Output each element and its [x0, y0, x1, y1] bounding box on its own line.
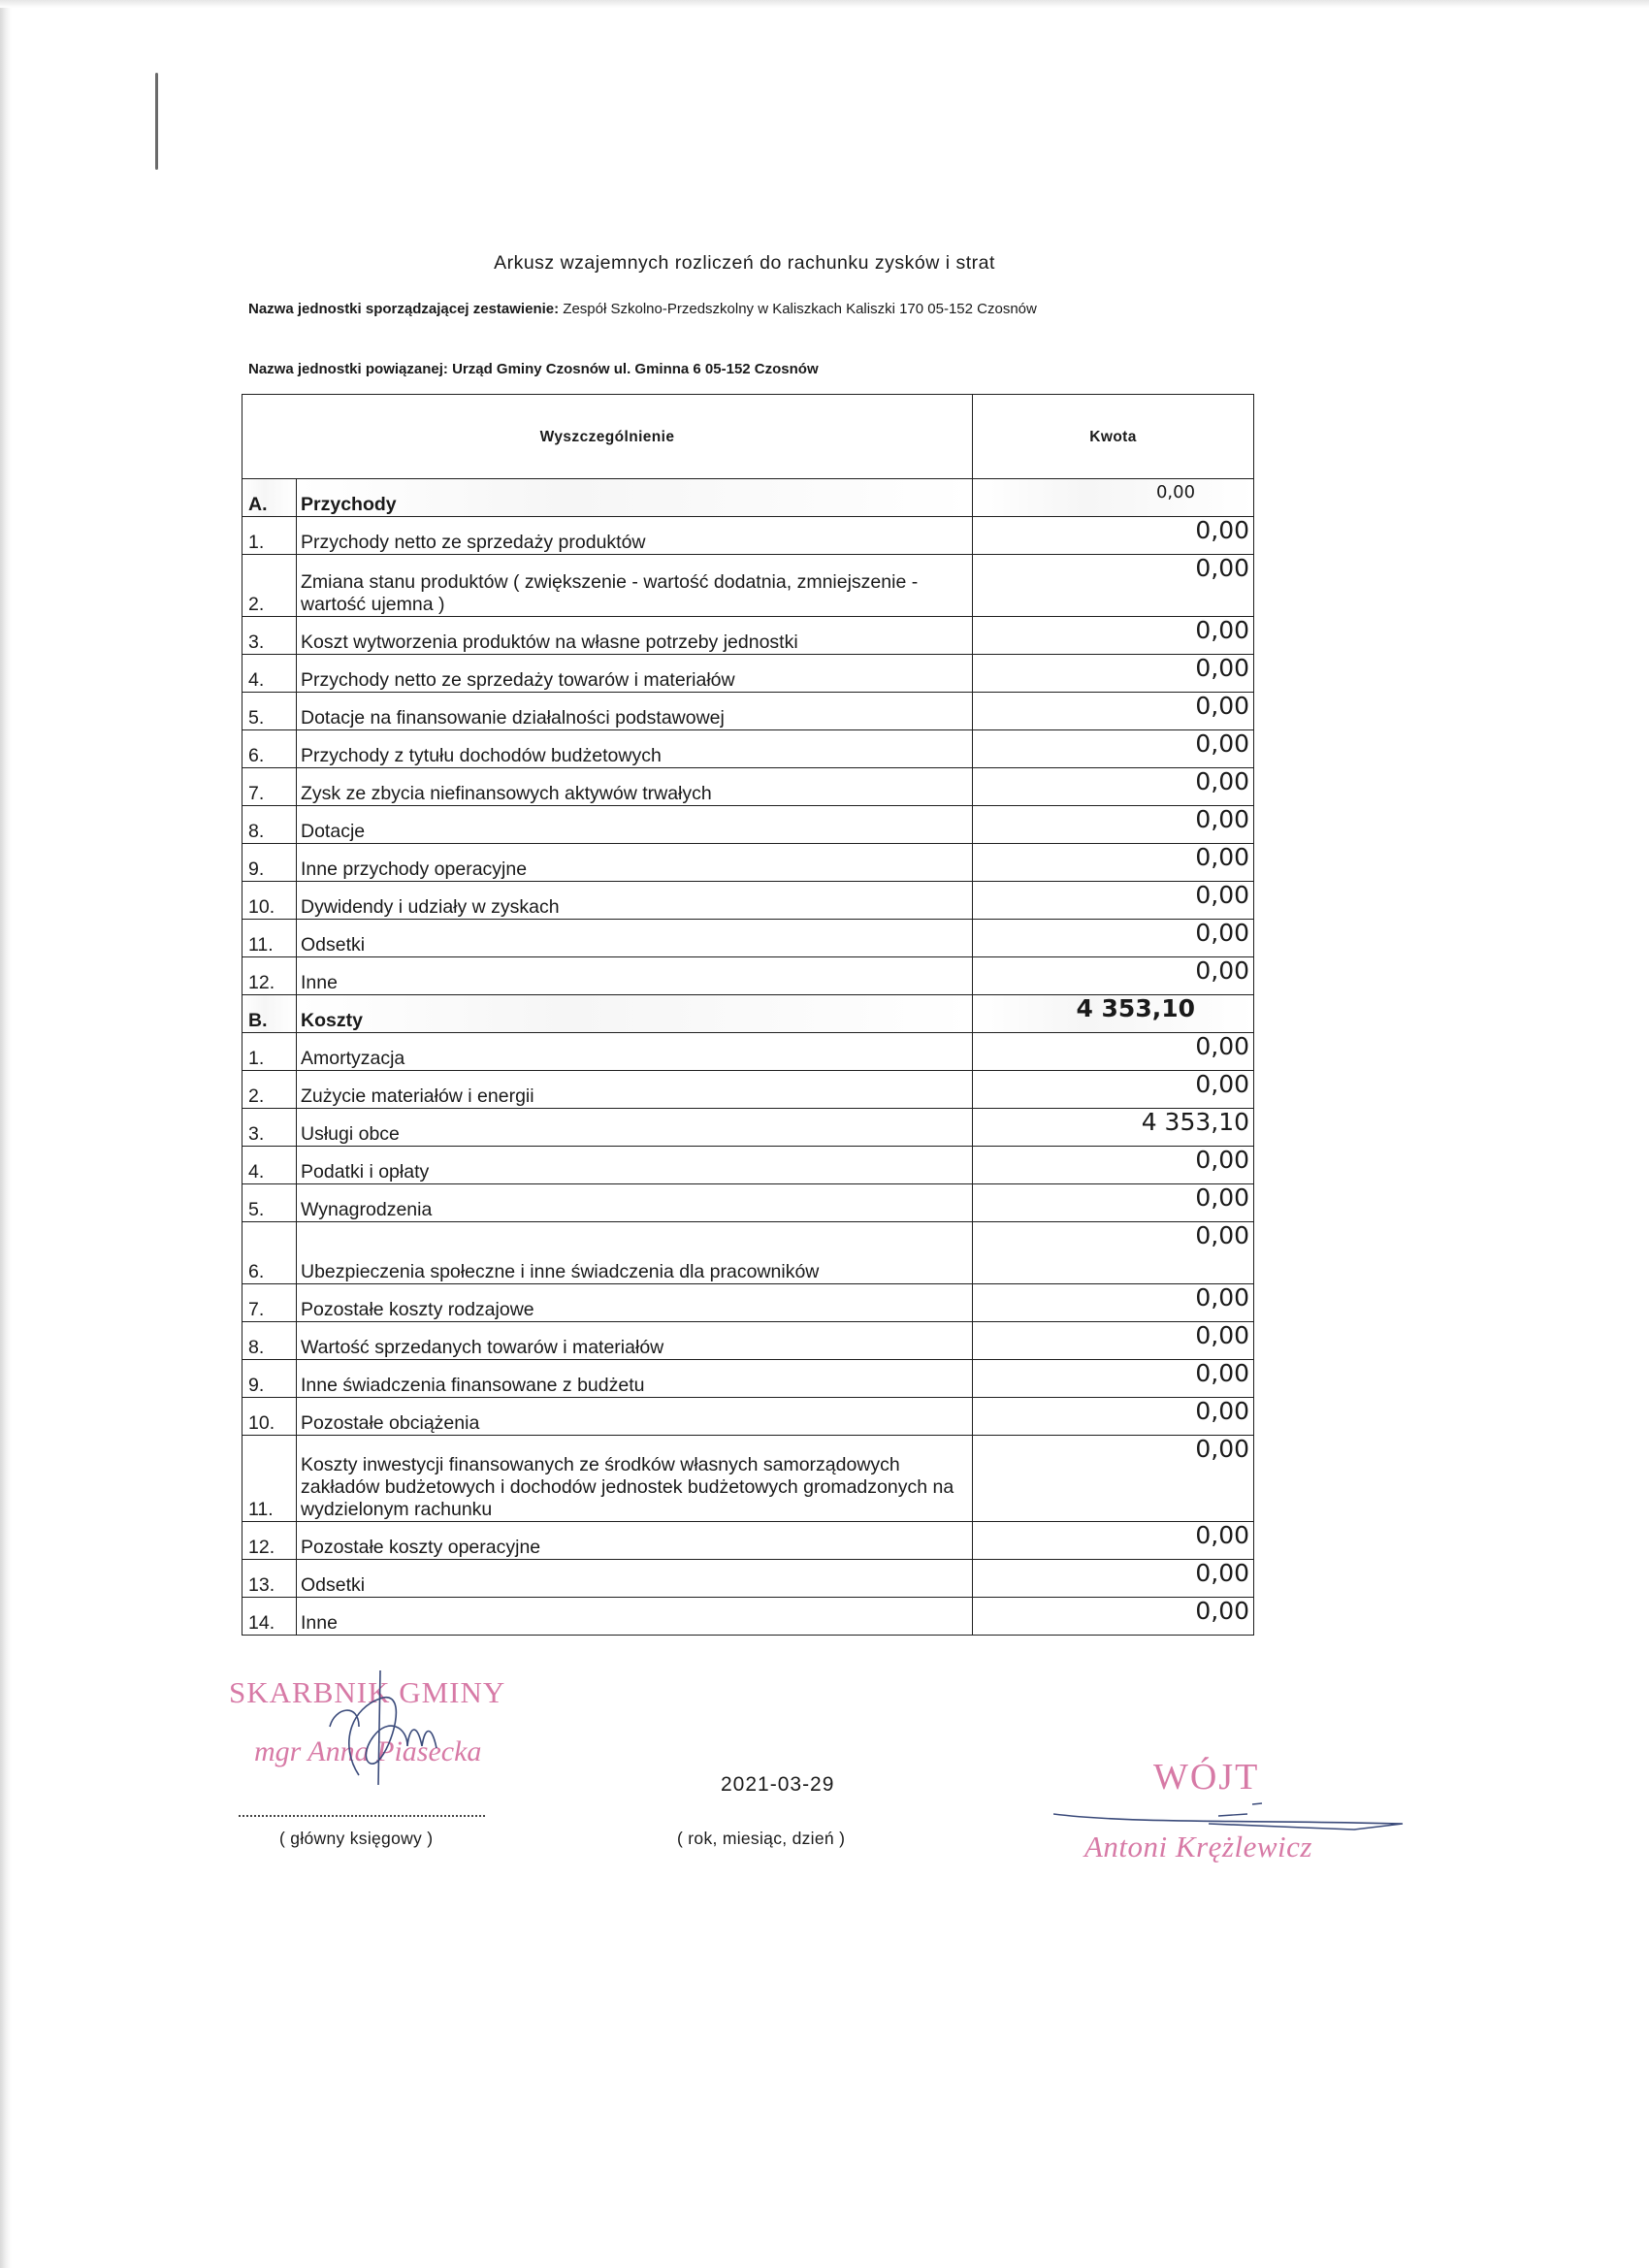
mayor-stamp-title: WÓJT: [1153, 1757, 1260, 1798]
table-row: [242, 920, 1254, 957]
table-row: [242, 1398, 1254, 1436]
table-row: [242, 617, 1254, 655]
row-number: 5.: [242, 1184, 297, 1222]
row-number: 12.: [242, 957, 297, 995]
row-label: Inne świadczenia finansowane z budżetu: [297, 1360, 973, 1398]
row-label: Pozostałe koszty operacyjne: [297, 1522, 973, 1560]
row-number: 10.: [242, 882, 297, 920]
section-label: Koszty: [297, 995, 973, 1033]
reporting-unit-label: Nazwa jednostki sporządzającej zestawienie:: [248, 301, 560, 317]
row-amount: 0,00: [973, 1436, 1254, 1522]
table-row: [242, 1360, 1254, 1398]
row-amount: 0,00: [973, 957, 1254, 995]
table-row: [242, 1033, 1254, 1071]
table-row: [242, 1598, 1254, 1636]
row-amount: 0,00: [973, 1522, 1254, 1560]
row-number: 9.: [242, 844, 297, 882]
mayor-stamp-name: Antoni Krężlewicz: [1084, 1830, 1312, 1863]
row-number: 10.: [242, 1398, 297, 1436]
row-amount: 0,00: [973, 1147, 1254, 1184]
table-row: [242, 1071, 1254, 1109]
document-title: Arkusz wzajemnych rozliczeń do rachunku zysków i strat: [494, 252, 995, 274]
row-amount: 0,00: [973, 617, 1254, 655]
row-amount: 0,00: [973, 844, 1254, 882]
row-label: Przychody netto ze sprzedaży towarów i materiałów: [297, 655, 973, 693]
row-number: 13.: [242, 1560, 297, 1598]
table-row: [242, 555, 1254, 617]
row-amount: 4 353,10: [973, 1109, 1254, 1147]
treasurer-stamp-title: SKARBNIK GMINY: [229, 1675, 506, 1709]
row-number: 1.: [242, 517, 297, 555]
section-number: A.: [242, 479, 297, 517]
scan-edge-shadow: [0, 0, 12, 2268]
chief-accountant-caption: ( główny księgowy ): [279, 1829, 434, 1848]
treasurer-signature: [301, 1669, 495, 1795]
reporting-unit-value: Zespół Szkolno-Przedszkolny w Kaliszkach Kaliszki 170 05-152 Czosnów: [563, 301, 1037, 317]
row-label: Zużycie materiałów i energii: [297, 1071, 973, 1109]
table-row: [242, 768, 1254, 806]
row-label: Inne: [297, 957, 973, 995]
table-row: [242, 844, 1254, 882]
table-row: [242, 1522, 1254, 1560]
table-row: [242, 1284, 1254, 1322]
related-unit-value: Urząd Gminy Czosnów ul. Gminna 6 05-152 Czosnów: [452, 361, 819, 377]
row-label: Odsetki: [297, 1560, 973, 1598]
row-amount: 0,00: [973, 1398, 1254, 1436]
document-date: 2021-03-29: [721, 1773, 835, 1796]
mayor-signature: [1053, 1795, 1422, 1853]
row-label: Wynagrodzenia: [297, 1184, 973, 1222]
row-amount: 0,00: [973, 1284, 1254, 1322]
row-number: 4.: [242, 655, 297, 693]
row-number: 9.: [242, 1360, 297, 1398]
row-amount: 0,00: [973, 1360, 1254, 1398]
row-number: 5.: [242, 693, 297, 730]
row-label: Usługi obce: [297, 1109, 973, 1147]
row-label: Dotacje: [297, 806, 973, 844]
row-number: 2.: [242, 1071, 297, 1109]
row-label: Odsetki: [297, 920, 973, 957]
row-label: Dotacje na finansowanie działalności podstawowej: [297, 693, 973, 730]
row-label: Koszty inwestycji finansowanych ze środków własnych samorządowych zakładów budżetowych i dochodów jednostek budżetowych gromadzonych na wydzielonym rachunku: [297, 1436, 973, 1522]
row-amount: 0,00: [973, 655, 1254, 693]
row-number: 3.: [242, 617, 297, 655]
table-row: [242, 730, 1254, 768]
row-amount: 0,00: [973, 1560, 1254, 1598]
row-number: 1.: [242, 1033, 297, 1071]
row-label: Zysk ze zbycia niefinansowych aktywów trwałych: [297, 768, 973, 806]
row-label: Pozostałe obciążenia: [297, 1398, 973, 1436]
row-number: 2.: [242, 555, 297, 617]
table-row: [242, 1222, 1254, 1284]
row-label: Ubezpieczenia społeczne i inne świadczenia dla pracowników: [297, 1222, 973, 1284]
table-row: [242, 1322, 1254, 1360]
row-amount: 0,00: [973, 555, 1254, 617]
row-number: 7.: [242, 1284, 297, 1322]
table-row: [242, 957, 1254, 995]
row-amount: 0,00: [973, 1222, 1254, 1284]
scan-top-shadow: [0, 0, 1649, 8]
settlement-table: [242, 394, 1254, 1636]
section-costs-row: [242, 995, 1254, 1033]
row-number: 4.: [242, 1147, 297, 1184]
row-number: 7.: [242, 768, 297, 806]
row-label: Pozostałe koszty rodzajowe: [297, 1284, 973, 1322]
table-row: [242, 1436, 1254, 1522]
table-row: [242, 806, 1254, 844]
related-unit-label: Nazwa jednostki powiązanej:: [248, 361, 448, 377]
table-row: [242, 1147, 1254, 1184]
table-row: [242, 1560, 1254, 1598]
table-row: [242, 882, 1254, 920]
table-row: [242, 655, 1254, 693]
header-amount: Kwota: [973, 395, 1254, 479]
row-number: 8.: [242, 1322, 297, 1360]
row-label: Amortyzacja: [297, 1033, 973, 1071]
section-amount: 0,00: [973, 479, 1254, 517]
row-amount: 0,00: [973, 730, 1254, 768]
signature-line: [239, 1815, 485, 1817]
row-number: 11.: [242, 1436, 297, 1522]
row-amount: 0,00: [973, 806, 1254, 844]
row-label: Inne: [297, 1598, 973, 1636]
row-label: Przychody z tytułu dochodów budżetowych: [297, 730, 973, 768]
treasurer-stamp-name: mgr Anna Piasecka: [254, 1735, 482, 1767]
row-number: 3.: [242, 1109, 297, 1147]
row-amount: 0,00: [973, 882, 1254, 920]
row-number: 6.: [242, 730, 297, 768]
section-revenue-row: [242, 479, 1254, 517]
row-amount: 0,00: [973, 1033, 1254, 1071]
section-number: B.: [242, 995, 297, 1033]
table-row: [242, 693, 1254, 730]
row-label: Koszt wytworzenia produktów na własne potrzeby jednostki: [297, 617, 973, 655]
row-amount: 0,00: [973, 1071, 1254, 1109]
row-amount: 0,00: [973, 1184, 1254, 1222]
row-label: Wartość sprzedanych towarów i materiałów: [297, 1322, 973, 1360]
row-amount: 0,00: [973, 920, 1254, 957]
date-caption: ( rok, miesiąc, dzień ): [677, 1829, 846, 1848]
row-number: 6.: [242, 1222, 297, 1284]
table-row: [242, 1109, 1254, 1147]
row-label: Podatki i opłaty: [297, 1147, 973, 1184]
reporting-unit: [248, 301, 1037, 317]
row-amount: 0,00: [973, 1598, 1254, 1636]
section-label: Przychody: [297, 479, 973, 517]
row-amount: 0,00: [973, 517, 1254, 555]
row-number: 14.: [242, 1598, 297, 1636]
row-amount: 0,00: [973, 768, 1254, 806]
row-amount: 0,00: [973, 693, 1254, 730]
row-number: 8.: [242, 806, 297, 844]
row-label: Zmiana stanu produktów ( zwiększenie - wartość dodatnia, zmniejszenie - wartość ujemna ): [297, 555, 973, 617]
table-row: [242, 1184, 1254, 1222]
table-row: [242, 517, 1254, 555]
section-amount: 4 353,10: [973, 995, 1254, 1033]
related-unit: [248, 361, 819, 377]
row-label: Inne przychody operacyjne: [297, 844, 973, 882]
row-label: Dywidendy i udziały w zyskach: [297, 882, 973, 920]
row-number: 12.: [242, 1522, 297, 1560]
row-label: Przychody netto ze sprzedaży produktów: [297, 517, 973, 555]
table-header-row: [242, 395, 1254, 479]
header-item: Wyszczególnienie: [242, 395, 973, 479]
row-number: 11.: [242, 920, 297, 957]
row-amount: 0,00: [973, 1322, 1254, 1360]
scan-mark: [155, 73, 158, 170]
